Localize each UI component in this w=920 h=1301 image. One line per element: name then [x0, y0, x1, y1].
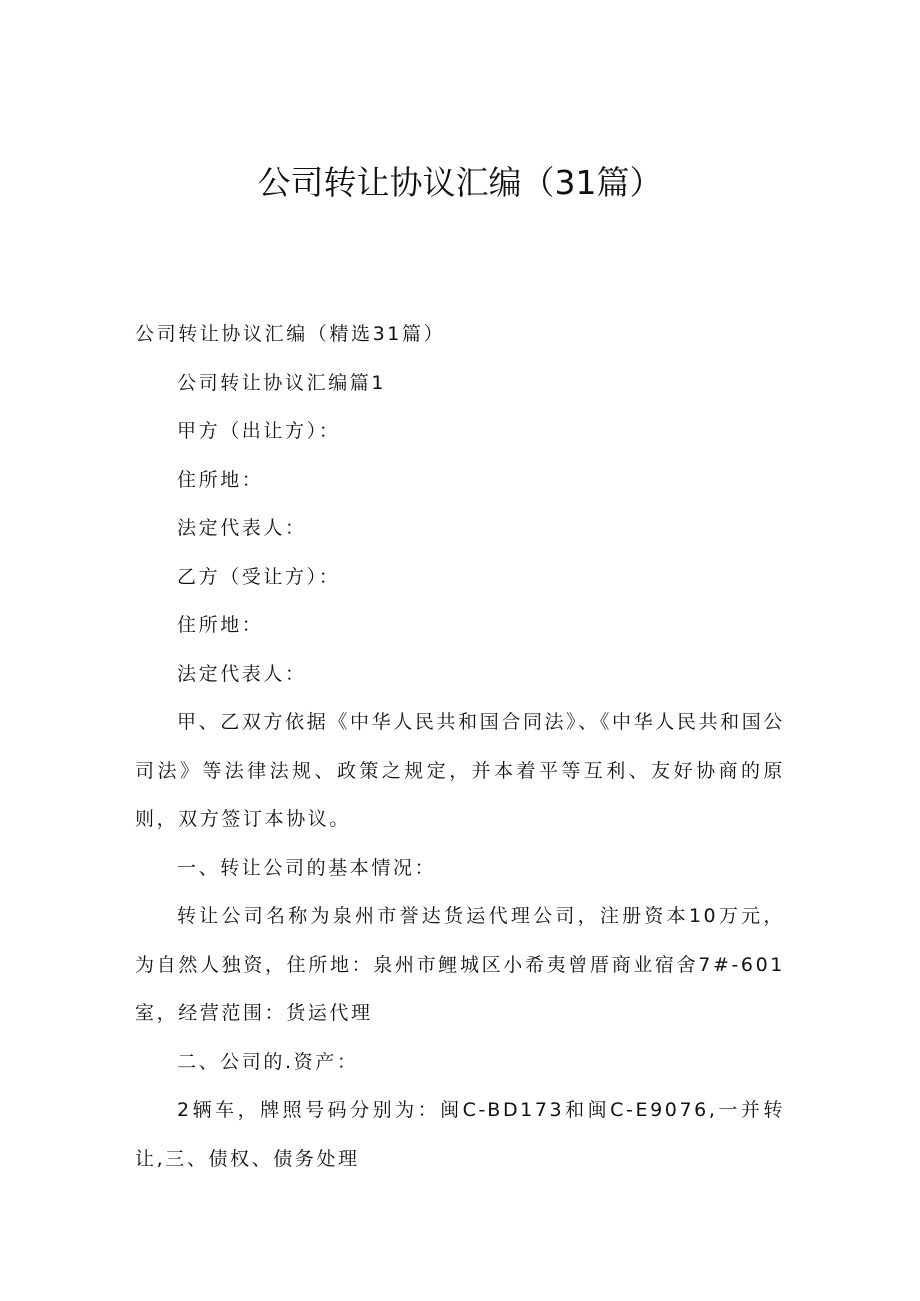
paragraph-section-heading: 公司转让协议汇编篇1: [177, 371, 387, 394]
paragraph-party-b-address: 住所地：: [177, 614, 264, 636]
paragraph-company-details: 转让公司名称为泉州市誉达货运代理公司，注册资本10万元，为自然人独资，住所地：泉州市鲤城区小希夷曾厝商业宿舍7#-601室，经营范围：货运代理: [135, 905, 785, 1024]
document-body: [135, 310, 785, 1183]
paragraph-clause-2-heading: 二、公司的.资产：: [177, 1050, 359, 1073]
document-title: 公司转让协议汇编（31篇）: [257, 163, 663, 202]
paragraph-party-b-representative: 法定代表人：: [177, 662, 307, 685]
paragraph-subtitle: 公司转让协议汇编（精选31篇）: [135, 323, 446, 345]
paragraph-party-a-representative: 法定代表人：: [177, 517, 307, 539]
paragraph-clause-1-heading: 一、转让公司的基本情况：: [177, 856, 437, 879]
paragraph-party-b: 乙方（受让方）：: [177, 565, 341, 588]
paragraph-agreement-basis: 甲、乙双方依据《中华人民共和国合同法》、《中华人民共和国公司法》等法律法规、政策之规定，并本着平等互利、友好协商的原则，双方签订本协议。: [135, 711, 785, 830]
paragraph-vehicles: 2辆车，牌照号码分别为：闽C-BD173和闽C-E9076,一并转让,三、债权、债务处理: [135, 1099, 785, 1170]
paragraph-party-a-address: 住所地：: [177, 468, 264, 491]
paragraph-party-a: 甲方（出让方）：: [177, 420, 341, 442]
